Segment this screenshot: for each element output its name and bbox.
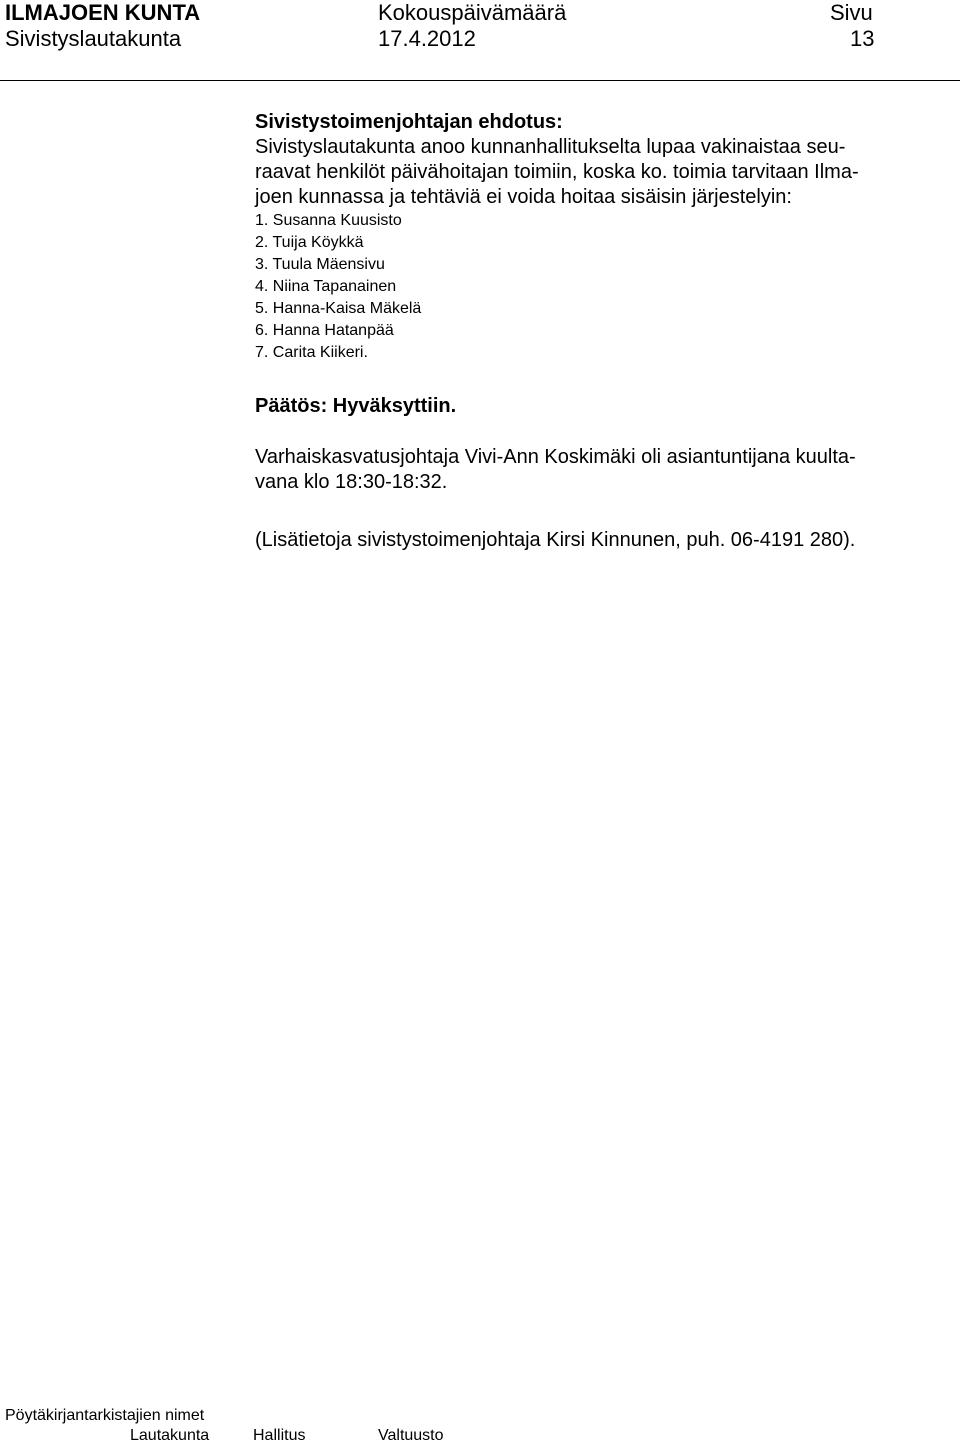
proposal-text bbox=[255, 135, 950, 210]
document-body bbox=[255, 110, 950, 553]
footer-column-board: Lautakunta bbox=[130, 1427, 210, 1444]
page-label: Sivu bbox=[830, 0, 873, 25]
proposal-line: Sivistyslautakunta anoo kunnanhallitukselta lupaa vakinaistaa seu- bbox=[255, 136, 846, 158]
organization-name: ILMAJOEN KUNTA bbox=[5, 0, 201, 25]
footer-title: Pöytäkirjantarkistajien nimet bbox=[5, 1407, 205, 1424]
page-number: 13 bbox=[850, 26, 875, 51]
list-item: 5. Hanna-Kaisa Mäkelä bbox=[255, 300, 422, 317]
contact-info: (Lisätietoja sivistystoimenjohtaja Kirsi Kinnunen, puh. 06-4191 280). bbox=[255, 529, 856, 551]
expert-note bbox=[255, 445, 950, 495]
footer-column-government: Hallitus bbox=[253, 1427, 306, 1444]
committee-name: Sivistyslautakunta bbox=[5, 26, 182, 51]
meeting-date: 17.4.2012 bbox=[378, 26, 476, 51]
list-item: 7. Carita Kiikeri. bbox=[255, 344, 368, 361]
list-item: 2. Tuija Köykkä bbox=[255, 234, 364, 251]
employee-list bbox=[255, 210, 950, 364]
decision-text: Päätös: Hyväksyttiin. bbox=[255, 395, 457, 417]
list-item: 4. Niina Tapanainen bbox=[255, 278, 397, 295]
date-label: Kokouspäivämäärä bbox=[378, 0, 567, 25]
expert-line: vana klo 18:30-18:32. bbox=[255, 471, 448, 493]
list-item: 3. Tuula Mäensivu bbox=[255, 256, 385, 273]
proposal-line: joen kunnassa ja tehtäviä ei voida hoitaa sisäisin järjestelyin: bbox=[255, 186, 792, 208]
proposal-line: raavat henkilöt päivähoitajan toimiin, koska ko. toimia tarvitaan Ilma- bbox=[255, 161, 859, 183]
list-item: 6. Hanna Hatanpää bbox=[255, 322, 394, 339]
footer-column-council: Valtuusto bbox=[378, 1427, 444, 1444]
expert-line: Varhaiskasvatusjohtaja Vivi-Ann Koskimäki oli asiantuntijana kuulta- bbox=[255, 446, 856, 468]
header-divider bbox=[0, 80, 960, 81]
proposal-heading: Sivistystoimenjohtajan ehdotus: bbox=[255, 111, 563, 133]
list-item: 1. Susanna Kuusisto bbox=[255, 212, 402, 229]
